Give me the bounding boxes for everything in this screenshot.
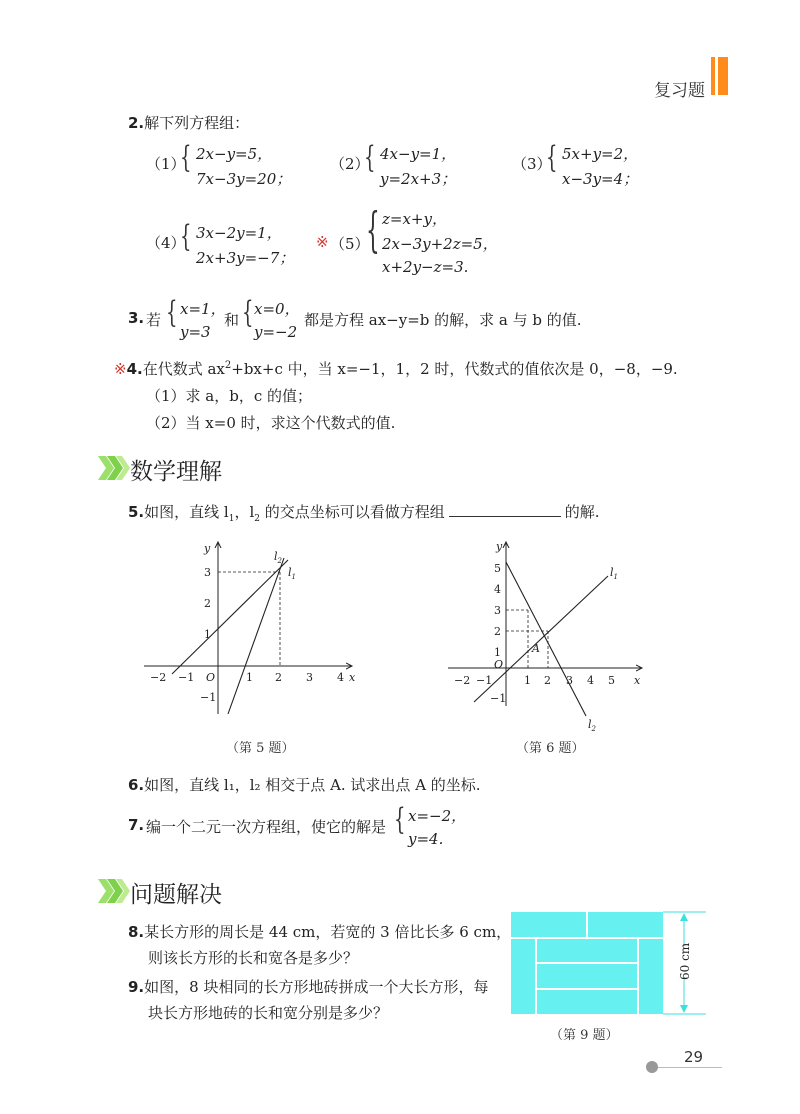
x-axis-label: x — [349, 671, 356, 684]
x-tick: 4 — [587, 674, 594, 687]
equation-line: 4x−y=1， — [380, 145, 457, 163]
optional-mark: ※ — [114, 360, 127, 378]
x-tick: 5 — [608, 674, 615, 687]
l2-label: $l_2$ — [588, 718, 596, 733]
q3-prefix: 若 — [146, 311, 162, 329]
q4-text-a: 在代数式 ax — [142, 360, 225, 378]
y-tick: 3 — [204, 566, 211, 579]
header-accent-bar-thick — [718, 57, 728, 95]
q8-line2: 则该长方形的长和宽各是多少？ — [148, 949, 359, 967]
footer-dot — [646, 1061, 658, 1073]
q2-prompt: 解下列方程组： — [144, 114, 250, 132]
y-axis-label: y — [204, 542, 211, 555]
line-l2 — [228, 558, 284, 714]
equation-line: 3x−2y=1， — [196, 224, 282, 242]
q8-line1 — [128, 921, 511, 942]
figure-5-graph — [140, 536, 370, 722]
item-label: （1） — [146, 155, 186, 173]
equation-line: y=−2 — [254, 323, 298, 341]
q7 — [128, 803, 528, 853]
equation-line: x+2y−z=3. — [382, 258, 469, 276]
chevron-icon — [98, 877, 132, 905]
x-tick: −2 — [454, 674, 471, 687]
left-brace: { — [166, 295, 178, 330]
equation-line: x=−2， — [408, 807, 467, 825]
x-tick: 2 — [544, 674, 551, 687]
q9-text: 如图，8 块相同的长方形地砖拼成一个大长方形，每 — [144, 978, 489, 996]
q4-sub1: （1）求 a，b，c 的值； — [146, 387, 313, 405]
q2-item-2 — [330, 141, 480, 191]
q8-number: 8. — [128, 923, 145, 941]
left-brace: { — [394, 802, 406, 837]
left-brace: { — [180, 140, 192, 175]
q6-number: 6. — [128, 776, 145, 794]
x-tick: 4 — [337, 671, 344, 684]
equation-line: 2x+3y=−7； — [196, 249, 295, 267]
y-tick: −1 — [490, 692, 507, 705]
l2-label: $l_2$ — [274, 550, 282, 565]
equation-line: y=2x+3； — [380, 170, 457, 188]
x-tick: −2 — [150, 671, 167, 684]
q4-line — [114, 358, 678, 379]
y-tick: 4 — [494, 583, 501, 596]
q4-number: 4. — [126, 360, 143, 378]
header-accent-bar-thin — [711, 57, 715, 95]
subscript: 2 — [254, 514, 260, 524]
section-title-math-understanding: 数学理解 — [130, 459, 222, 485]
x-tick: 2 — [275, 671, 282, 684]
q3 — [128, 296, 688, 346]
q7-number: 7. — [128, 816, 145, 834]
q9-line2: 块长方形地砖的长和宽分别是多少？ — [148, 1004, 389, 1022]
equation-line: x=1， — [180, 300, 226, 318]
left-brace: { — [366, 202, 380, 258]
left-brace: { — [546, 140, 558, 175]
y-tick: 1 — [204, 628, 211, 641]
equation-line: x=0， — [254, 300, 300, 318]
equation-line: 7x−3y=20； — [196, 170, 292, 188]
q2-header — [128, 112, 249, 133]
y-tick: 1 — [494, 646, 501, 659]
left-brace: { — [242, 295, 254, 330]
q3-number: 3. — [128, 309, 145, 327]
y-tick: 3 — [494, 604, 501, 617]
q9-number: 9. — [128, 978, 145, 996]
footer-line — [652, 1067, 722, 1068]
q4-sub2: （2）当 x=0 时，求这个代数式的值. — [146, 414, 396, 432]
q2-item-4 — [146, 220, 296, 270]
x-tick: −1 — [476, 674, 493, 687]
q6 — [128, 774, 481, 795]
q7-text: 编一个二元一次方程组，使它的解是 — [146, 818, 387, 836]
origin-label: O — [206, 671, 216, 684]
left-brace: { — [364, 140, 376, 175]
equation-line: y=4. — [408, 830, 444, 848]
y-tick: −1 — [200, 691, 217, 704]
x-axis-label: x — [634, 674, 641, 687]
figure-6-graph — [440, 536, 650, 736]
equation-line: 2x−y=5， — [196, 145, 273, 163]
equation-line: x−3y=4； — [562, 170, 639, 188]
optional-mark: ※ — [316, 233, 329, 251]
q5-text-d: 的解. — [564, 503, 600, 521]
q4-text-b: +bx+c 中，当 x=−1，1，2 时，代数式的值依次是 0，−8，−9. — [231, 360, 678, 378]
x-tick: 3 — [306, 671, 313, 684]
figure-5-caption: （第 5 题） — [226, 741, 295, 756]
q5-text-b: ，l — [234, 503, 255, 521]
subscript: 1 — [228, 514, 235, 524]
q8-text: 某长方形的周长是 44 cm，若宽的 3 倍比长多 6 cm， — [144, 923, 512, 941]
page-number: 29 — [684, 1048, 704, 1066]
item-label: （5） — [330, 235, 370, 253]
x-tick: −1 — [178, 671, 195, 684]
q2-item-1 — [146, 141, 296, 191]
x-tick: 1 — [524, 674, 531, 687]
left-brace: { — [180, 219, 192, 254]
line-l1 — [172, 560, 288, 674]
point-a-label: A — [532, 642, 540, 655]
q3-mid: 和 — [224, 311, 240, 329]
origin-label: O — [494, 658, 504, 671]
q5-text-a: 如图，直线 l — [144, 503, 229, 521]
x-tick: 3 — [566, 674, 573, 687]
answer-blank[interactable] — [449, 502, 561, 517]
l1-label: $l_1$ — [288, 566, 296, 581]
q3-suffix: 都是方程 ax−y=b 的解，求 a 与 b 的值. — [304, 311, 582, 329]
item-label: （4） — [146, 234, 186, 252]
q2-item-3 — [512, 141, 662, 191]
x-tick: 1 — [246, 671, 253, 684]
q5-text-c: 的交点坐标可以看做方程组 — [260, 503, 445, 521]
equation-line: 2x−3y+2z=5， — [382, 235, 498, 253]
chevron-icon — [98, 454, 132, 482]
q4-superscript: 2 — [224, 360, 232, 371]
q2-number: 2. — [128, 114, 145, 132]
equation-line: 5x+y=2， — [562, 145, 639, 163]
section-title-problem-solving: 问题解决 — [130, 882, 222, 908]
figure-6-caption: （第 6 题） — [516, 741, 585, 756]
equation-line: z=x+y， — [382, 210, 447, 228]
figure-9-caption: （第 9 题） — [550, 1028, 619, 1043]
y-tick: 2 — [494, 625, 501, 638]
q2-item-5 — [316, 202, 506, 282]
item-label: （2） — [330, 155, 370, 173]
line-l2 — [506, 562, 586, 716]
dimension-label: 60 cm — [678, 942, 692, 980]
item-label: （3） — [512, 155, 552, 173]
q6-text: 如图，直线 l₁，l₂ 相交于点 A. 试求出点 A 的坐标. — [144, 776, 481, 794]
y-tick: 2 — [204, 597, 211, 610]
figure-9-tiles — [508, 908, 708, 1018]
q9-line1 — [128, 976, 488, 997]
y-tick: 5 — [494, 562, 501, 575]
header-title: 复习题 — [654, 81, 705, 101]
q5-number: 5. — [128, 503, 145, 521]
q5 — [128, 501, 600, 524]
equation-line: y=3 — [180, 323, 211, 341]
l1-label: $l_1$ — [610, 566, 618, 581]
y-axis-label: y — [496, 540, 503, 553]
